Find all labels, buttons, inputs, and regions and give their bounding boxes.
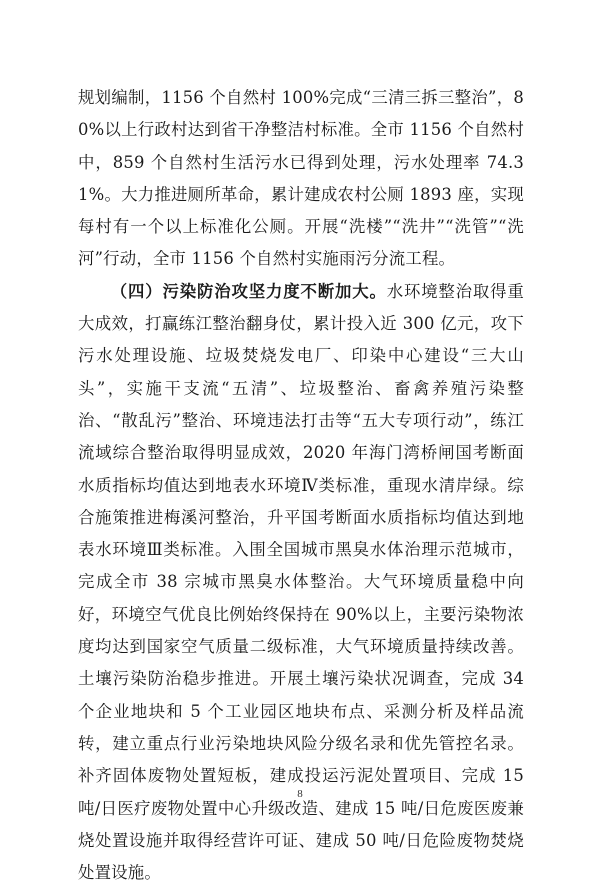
document-body bbox=[78, 82, 524, 889]
paragraph-body-text: 水环境整治取得重大成效，打赢练江整治翻身仗，累计投入近 300 亿元，攻下污水处理设施、垃圾焚烧发电厂、印染中心建设“三大山头”，实施干支流“五清”、垃圾整治、畜禽养殖污染整治、“散乱污”整治、环境违法打击等“五大专项行动”，练江流域综合整治取得明显成效，2020 年海门湾桥闸国考断面水质指标均值达到地表水环境Ⅳ类标准，重现水清岸绿。综合施策推进梅溪河整治，升平国考断面水质指标均值达到地表水环境Ⅲ类标准。入围全国城市黑臭水体治理示范城市，完成全市 38 宗城市黑臭水体整治。大气环境质量稳中向好，环境空气优良比例始终保持在 90%以上，主要污染物浓度均达到国家空气质量二级标准，大气环境质量持续改善。土壤污染防治稳步推进。开展土壤污染状况调查，完成 34 个企业地块和 5 个工业园区地块布点、采测分析及样品流转，建立重点行业污染地块风险分级名录和优先管控名录。补齐固体废物处置短板，建成投运污泥处置项目、完成 15 吨/日医疗废物处置中心升级改造、建成 15 吨/日危废医废兼烧处置设施并取得经营许可证、建成 50 吨/日危险废物焚烧处置设施。 bbox=[78, 281, 524, 883]
page-number: 8 bbox=[297, 788, 303, 800]
section-heading: （四）污染防治攻坚力度不断加大。 bbox=[110, 281, 387, 301]
paragraph-continued: 规划编制，1156 个自然村 100%完成“三清三拆三整治”，80%以上行政村达到省干净整洁村标准。全市 1156 个自然村中，859 个自然村生活污水已得到处理，污水处理率 74.31%。大力推进厕所革命，累计建成农村公厕 1893 座，实现每村有一个以上标准化公厕。开展“洗楼”“洗井”“洗管”“洗河”行动，全市 1156 个自然村实施雨污分流工程。 bbox=[78, 88, 524, 269]
